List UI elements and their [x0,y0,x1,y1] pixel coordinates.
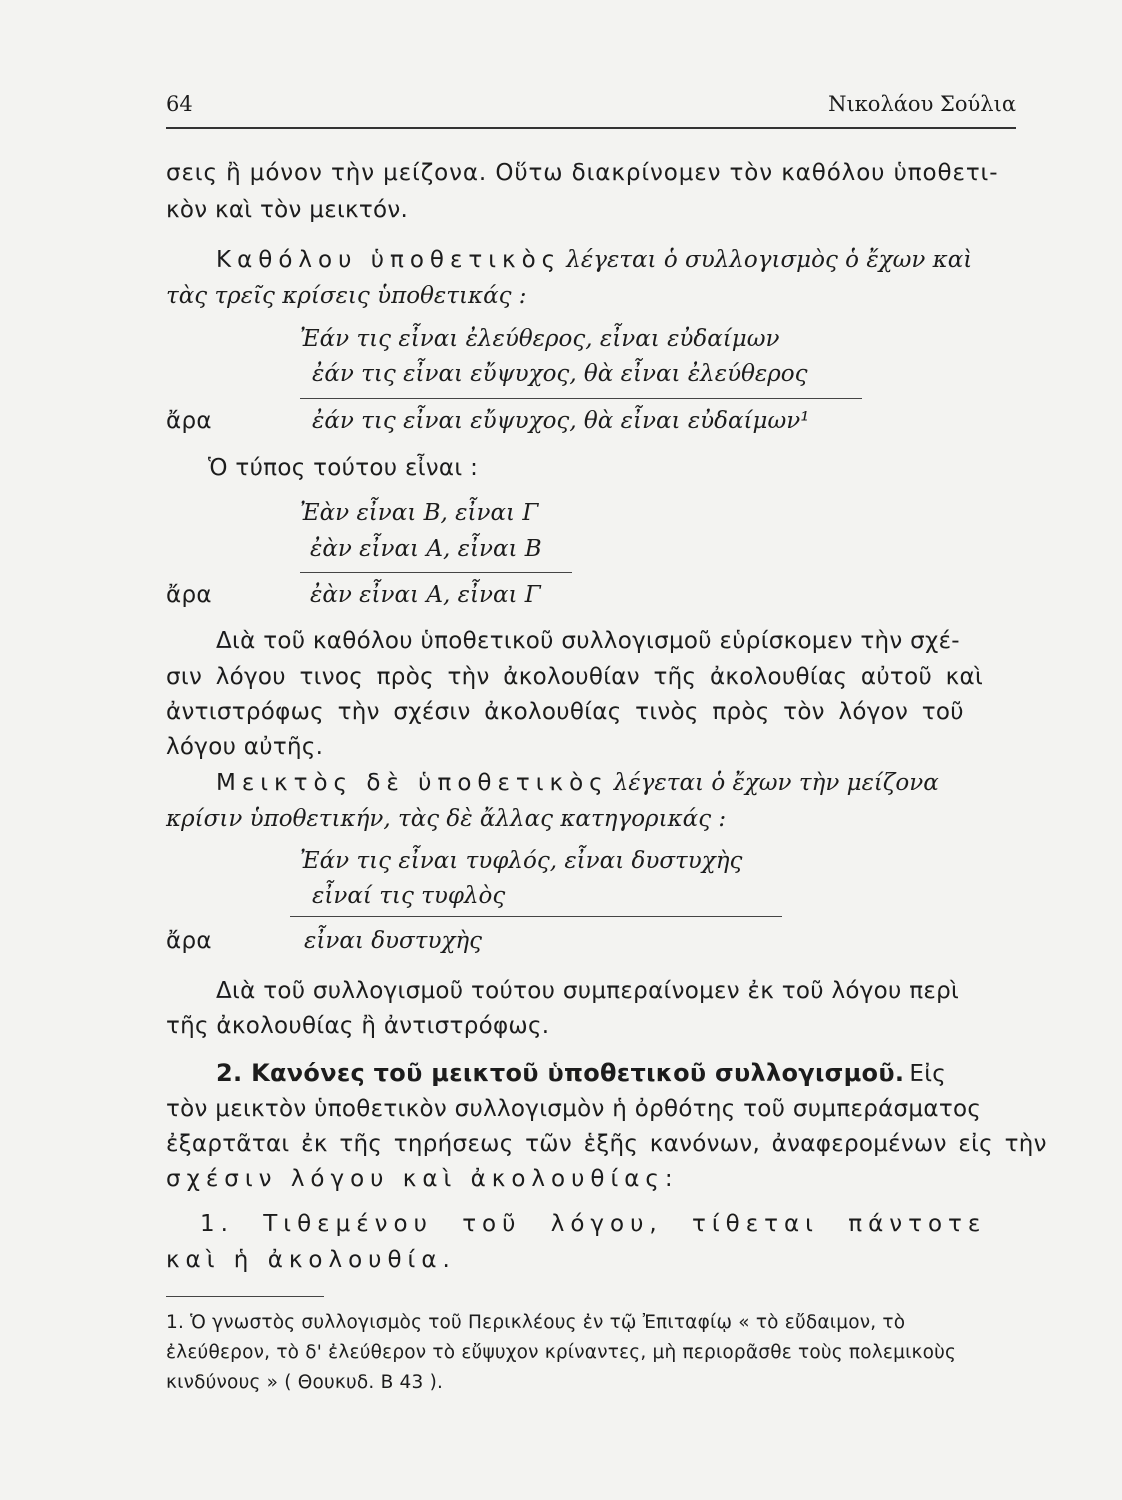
text-line: τὸν μεικτὸν ὑποθετικὸν συλλογισμὸν ἡ ὀρθότης τοῦ συμπεράσματος [166,1096,982,1122]
footnote-line: κινδύνους » ( Θουκυδ. Β 43 ). [166,1372,444,1393]
spaced-line: σχέσιν λόγου καὶ ἀκολουθίας: [166,1166,679,1192]
conclusion: εἶναι δυστυχὴς [304,928,483,954]
rule-item: 1. Τιθεμένου τοῦ λόγου, τίθεται πάντοτε [200,1211,987,1237]
premise-major: Ἐὰν εἶναι Β, εἶναι Γ [300,500,539,526]
therefore-label: ἄρα [166,408,212,434]
italic-text: λέγεται ὁ ἔχων τὴν μείζονα [613,770,939,796]
premise-minor: ἐάν τις εἶναι εὔψυχος, θὰ εἶναι ἐλεύθερος [312,361,808,387]
footnote-line: ἐλεύθερον, τὸ δ' ἐλεύθερον τὸ εὔψυχον κρίναντες, μὴ περιορᾶσθε τοὺς πολεμικοὺς [166,1342,957,1363]
premise-major: Ἐάν τις εἶναι τυφλός, εἶναι δυστυχὴς [300,848,743,874]
definition-line [216,770,939,796]
rule-item-continuation: καὶ ἡ ἀκολουθία. [166,1247,456,1273]
syllogism-rule [290,916,782,917]
text-line: ἀντιστρόφως τὴν σχέσιν ἀκολουθίας τινὸς πρὸς τὸν λόγον τοῦ [166,699,964,725]
conclusion: ἐάν τις εἶναι εὔψυχος, θὰ εἶναι εὐδαίμων¹ [312,408,810,434]
section-heading [216,1059,946,1087]
footnote-rule [166,1296,324,1297]
premise-minor: ἐὰν εἶναι Α, εἶναι Β [310,536,542,562]
definition-line [216,247,972,273]
spaced-term: Καθόλου ὑποθετικὸς [216,247,562,273]
footnote-line: 1. Ὁ γνωστὸς συλλογισμὸς τοῦ Περικλέους ἐν τῷ Ἐπιταφίῳ « τὸ εὔδαιμον, τὸ [166,1312,906,1333]
text-run: Εἰς [909,1061,947,1087]
text-line: ἐξαρτᾶται ἐκ τῆς τηρήσεως τῶν ἑξῆς κανόνων, ἀναφερομένων εἰς τὴν [166,1131,1047,1157]
conclusion: ἐὰν εἶναι Α, εἶναι Γ [310,582,541,608]
spaced-term: Μεικτὸς δὲ ὑποθετικὸς [216,770,609,796]
text-line: Διὰ τοῦ καθόλου ὑποθετικοῦ συλλογισμοῦ εὑρίσκομεν τὴν σχέ- [216,628,960,654]
text-line: τῆς ἀκολουθίας ἢ ἀντιστρόφως. [166,1013,550,1039]
therefore-label: ἄρα [166,582,212,608]
running-head-author: Νικολάου Σούλια [828,92,1016,116]
syllogism-rule [300,572,572,573]
text-line: Διὰ τοῦ συλλογισμοῦ τούτου συμπεραίνομεν ἐκ τοῦ λόγου περὶ [216,978,960,1004]
premise-major: Ἐάν τις εἶναι ἐλεύθερος, εἶναι εὐδαίμων [300,326,780,352]
text-line: τὰς τρεῖς κρίσεις ὑποθετικάς : [166,283,527,309]
therefore-label: ἄρα [166,928,212,954]
text-line: σιν λόγου τινος πρὸς τὴν ἀκολουθίαν τῆς ἀκολουθίας αὐτοῦ καὶ [166,664,984,690]
text-line: σεις ἢ μόνον τὴν μείζονα. Οὕτω διακρίνομεν τὸν καθόλου ὑποθετι- [166,160,999,186]
premise-minor: εἶναί τις τυφλὸς [312,883,506,909]
italic-text: λέγεται ὁ συλλογισμὸς ὁ ἔχων καὶ [566,247,973,273]
header-rule [166,127,1016,129]
section-title: 2. Κανόνες τοῦ μεικτοῦ ὑποθετικοῦ συλλογισμοῦ. [216,1059,905,1087]
text-line: κρίσιν ὑποθετικήν, τὰς δὲ ἄλλας κατηγορικάς : [166,806,727,832]
text-line: λόγου αὐτῆς. [166,734,324,760]
syllogism-rule [300,398,862,399]
text-line: κὸν καὶ τὸν μεικτόν. [166,197,409,223]
page-number: 64 [166,92,193,116]
text-line: Ὁ τύπος τούτου εἶναι : [208,455,479,481]
